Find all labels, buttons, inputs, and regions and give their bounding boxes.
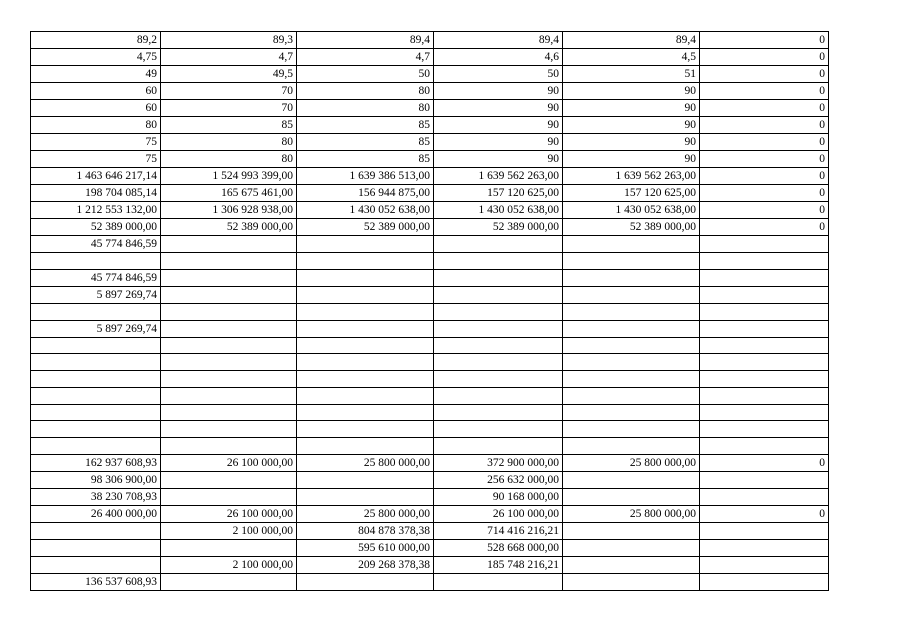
table-cell: 0 [700, 505, 829, 522]
table-cell: 70 [161, 100, 297, 117]
table-cell [434, 421, 563, 438]
table-cell: 0 [700, 49, 829, 66]
table-cell [563, 354, 700, 371]
table-cell: 157 120 625,00 [434, 185, 563, 202]
table-cell: 156 944 875,00 [297, 185, 434, 202]
table-cell: 0 [700, 32, 829, 49]
table-cell [31, 556, 161, 573]
table-row [31, 404, 829, 421]
table-cell [563, 522, 700, 539]
table-cell [434, 269, 563, 286]
table-row [31, 438, 829, 455]
table-cell: 75 [31, 134, 161, 151]
table-cell: 51 [563, 66, 700, 83]
table-cell [161, 488, 297, 505]
table-cell: 209 268 378,38 [297, 556, 434, 573]
table-cell: 60 [31, 83, 161, 100]
table-cell: 90 [563, 134, 700, 151]
table-cell [434, 253, 563, 270]
table-cell: 25 800 000,00 [563, 505, 700, 522]
table-cell: 52 389 000,00 [563, 219, 700, 236]
table-body [31, 32, 829, 591]
table-cell [31, 438, 161, 455]
table-cell [563, 539, 700, 556]
table-row [31, 387, 829, 404]
table-cell [700, 522, 829, 539]
table-cell: 50 [434, 66, 563, 83]
table-cell [31, 253, 161, 270]
table-row [31, 454, 829, 471]
table-cell [161, 371, 297, 388]
table-cell [161, 573, 297, 590]
table-cell: 136 537 608,93 [31, 573, 161, 590]
table-cell: 4,7 [161, 49, 297, 66]
table-cell: 165 675 461,00 [161, 185, 297, 202]
table-cell: 52 389 000,00 [31, 219, 161, 236]
table-row [31, 556, 829, 573]
table-cell: 0 [700, 134, 829, 151]
table-cell: 90 [563, 83, 700, 100]
table-cell [563, 286, 700, 303]
table-cell: 90 [434, 83, 563, 100]
table-cell: 90 [563, 117, 700, 134]
table-cell [563, 236, 700, 253]
table-cell [31, 354, 161, 371]
table-cell: 89,2 [31, 32, 161, 49]
table-cell [563, 488, 700, 505]
table-cell [563, 337, 700, 354]
table-cell: 89,4 [434, 32, 563, 49]
table-cell: 162 937 608,93 [31, 454, 161, 471]
table-cell: 70 [161, 83, 297, 100]
table-cell [31, 522, 161, 539]
table-row [31, 100, 829, 117]
table-cell [700, 286, 829, 303]
table-cell [563, 573, 700, 590]
table-cell: 90 [563, 100, 700, 117]
table-cell: 60 [31, 100, 161, 117]
table-cell: 80 [161, 134, 297, 151]
table-cell: 52 389 000,00 [434, 219, 563, 236]
table-cell [434, 320, 563, 337]
table-cell: 1 430 052 638,00 [434, 202, 563, 219]
table-cell: 80 [297, 100, 434, 117]
table-cell: 50 [297, 66, 434, 83]
table-cell [297, 371, 434, 388]
table-cell: 75 [31, 151, 161, 168]
table-cell [700, 573, 829, 590]
table-cell [700, 404, 829, 421]
table-cell [563, 404, 700, 421]
table-cell: 26 400 000,00 [31, 505, 161, 522]
table-cell [161, 404, 297, 421]
table-cell: 5 897 269,74 [31, 320, 161, 337]
table-cell [434, 303, 563, 320]
table-cell: 0 [700, 117, 829, 134]
table-row [31, 168, 829, 185]
table-cell: 80 [31, 117, 161, 134]
table-cell: 1 639 562 263,00 [434, 168, 563, 185]
table-cell: 25 800 000,00 [297, 505, 434, 522]
table-cell [31, 404, 161, 421]
table-cell [434, 337, 563, 354]
table-row [31, 505, 829, 522]
table-cell [161, 421, 297, 438]
table-cell [434, 371, 563, 388]
table-cell [297, 236, 434, 253]
table-cell [297, 303, 434, 320]
table-cell [700, 471, 829, 488]
table-cell: 0 [700, 454, 829, 471]
table-cell [297, 573, 434, 590]
table-row [31, 185, 829, 202]
table-cell: 98 306 900,00 [31, 471, 161, 488]
table-cell [563, 253, 700, 270]
table-cell: 4,5 [563, 49, 700, 66]
table-cell: 714 416 216,21 [434, 522, 563, 539]
table-row [31, 371, 829, 388]
table-row [31, 488, 829, 505]
table-cell: 89,4 [297, 32, 434, 49]
table-cell [297, 438, 434, 455]
table-cell [161, 387, 297, 404]
table-row [31, 354, 829, 371]
table-cell: 0 [700, 168, 829, 185]
table-cell [700, 556, 829, 573]
table-cell [563, 320, 700, 337]
table-cell: 185 748 216,21 [434, 556, 563, 573]
table-row [31, 66, 829, 83]
table-cell: 0 [700, 219, 829, 236]
table-cell [31, 421, 161, 438]
table-cell: 26 100 000,00 [161, 454, 297, 471]
table-cell: 26 100 000,00 [434, 505, 563, 522]
table-cell: 595 610 000,00 [297, 539, 434, 556]
table-cell [297, 471, 434, 488]
table-cell: 4,7 [297, 49, 434, 66]
table-cell [161, 236, 297, 253]
table-cell: 38 230 708,93 [31, 488, 161, 505]
table-cell: 0 [700, 100, 829, 117]
table-cell [700, 269, 829, 286]
table-cell [297, 253, 434, 270]
table-cell: 4,6 [434, 49, 563, 66]
table-cell: 1 430 052 638,00 [297, 202, 434, 219]
table-cell: 49 [31, 66, 161, 83]
table-cell [563, 421, 700, 438]
table-cell: 85 [297, 117, 434, 134]
table-cell: 1 639 562 263,00 [563, 168, 700, 185]
table-cell [161, 303, 297, 320]
table-cell [297, 387, 434, 404]
table-cell: 26 100 000,00 [161, 505, 297, 522]
table-row [31, 202, 829, 219]
table-cell: 2 100 000,00 [161, 522, 297, 539]
table-cell: 1 463 646 217,14 [31, 168, 161, 185]
table-cell [700, 253, 829, 270]
table-cell [434, 387, 563, 404]
table-cell: 85 [161, 117, 297, 134]
table-cell: 198 704 085,14 [31, 185, 161, 202]
table-row [31, 320, 829, 337]
table-cell [700, 371, 829, 388]
table-cell: 1 524 993 399,00 [161, 168, 297, 185]
table-row [31, 134, 829, 151]
table-cell [700, 354, 829, 371]
table-row [31, 151, 829, 168]
table-cell: 0 [700, 66, 829, 83]
table-row [31, 573, 829, 590]
table-cell [700, 539, 829, 556]
table-row [31, 269, 829, 286]
table-row [31, 49, 829, 66]
table-cell [563, 387, 700, 404]
table-cell [161, 253, 297, 270]
table-cell [161, 354, 297, 371]
table-cell [31, 303, 161, 320]
table-cell: 528 668 000,00 [434, 539, 563, 556]
table-cell [297, 421, 434, 438]
table-cell [563, 471, 700, 488]
table-cell: 90 [563, 151, 700, 168]
table-cell: 157 120 625,00 [563, 185, 700, 202]
table-cell [434, 354, 563, 371]
table-cell [31, 387, 161, 404]
table-cell [434, 236, 563, 253]
table-row [31, 303, 829, 320]
table-cell [297, 488, 434, 505]
table-cell [700, 337, 829, 354]
table-cell [161, 320, 297, 337]
table-cell [297, 320, 434, 337]
table-cell [161, 269, 297, 286]
table-row [31, 337, 829, 354]
table-cell [161, 539, 297, 556]
table-row [31, 539, 829, 556]
table-cell: 85 [297, 151, 434, 168]
table-cell: 0 [700, 83, 829, 100]
table-cell: 80 [297, 83, 434, 100]
table-cell [31, 539, 161, 556]
table-row [31, 32, 829, 49]
table-cell: 52 389 000,00 [297, 219, 434, 236]
table-cell [700, 320, 829, 337]
data-table [30, 31, 829, 591]
table-cell: 25 800 000,00 [563, 454, 700, 471]
table-cell: 90 [434, 117, 563, 134]
table-cell: 49,5 [161, 66, 297, 83]
table-cell [161, 471, 297, 488]
table-cell [563, 556, 700, 573]
table-cell [297, 354, 434, 371]
table-cell [700, 387, 829, 404]
table-row [31, 286, 829, 303]
table-cell: 89,4 [563, 32, 700, 49]
table-cell [563, 371, 700, 388]
table-row [31, 253, 829, 270]
table-cell: 0 [700, 185, 829, 202]
table-cell [563, 303, 700, 320]
table-cell: 25 800 000,00 [297, 454, 434, 471]
table-cell [563, 438, 700, 455]
table-cell: 1 212 553 132,00 [31, 202, 161, 219]
table-cell [434, 404, 563, 421]
table-cell: 2 100 000,00 [161, 556, 297, 573]
table-cell: 85 [297, 134, 434, 151]
table-cell: 5 897 269,74 [31, 286, 161, 303]
table-cell [161, 438, 297, 455]
table-cell: 52 389 000,00 [161, 219, 297, 236]
table-row [31, 117, 829, 134]
table-cell: 90 [434, 134, 563, 151]
table-row [31, 219, 829, 236]
table-cell: 80 [161, 151, 297, 168]
table-cell: 256 632 000,00 [434, 471, 563, 488]
table-cell [31, 371, 161, 388]
table-cell [297, 337, 434, 354]
table-cell: 90 168 000,00 [434, 488, 563, 505]
table-cell [434, 573, 563, 590]
table-cell [700, 488, 829, 505]
table-row [31, 83, 829, 100]
table-cell: 45 774 846,59 [31, 236, 161, 253]
table-cell [297, 286, 434, 303]
table-cell: 1 430 052 638,00 [563, 202, 700, 219]
table-cell: 372 900 000,00 [434, 454, 563, 471]
table-cell: 89,3 [161, 32, 297, 49]
table-cell [700, 421, 829, 438]
table-cell: 0 [700, 202, 829, 219]
table-cell: 4,75 [31, 49, 161, 66]
table-cell: 1 639 386 513,00 [297, 168, 434, 185]
table-row [31, 236, 829, 253]
table-cell [161, 337, 297, 354]
table-row [31, 471, 829, 488]
table-cell [434, 438, 563, 455]
table-cell: 90 [434, 151, 563, 168]
table-cell [297, 404, 434, 421]
table-cell [297, 269, 434, 286]
table-cell: 804 878 378,38 [297, 522, 434, 539]
table-cell [563, 269, 700, 286]
table-cell: 45 774 846,59 [31, 269, 161, 286]
table-cell [700, 236, 829, 253]
table-row [31, 522, 829, 539]
table-cell: 1 306 928 938,00 [161, 202, 297, 219]
table-cell: 0 [700, 151, 829, 168]
table-cell: 90 [434, 100, 563, 117]
table-row [31, 421, 829, 438]
table-cell [700, 303, 829, 320]
table-cell [700, 438, 829, 455]
table-cell [31, 337, 161, 354]
table-cell [434, 286, 563, 303]
table-cell [161, 286, 297, 303]
